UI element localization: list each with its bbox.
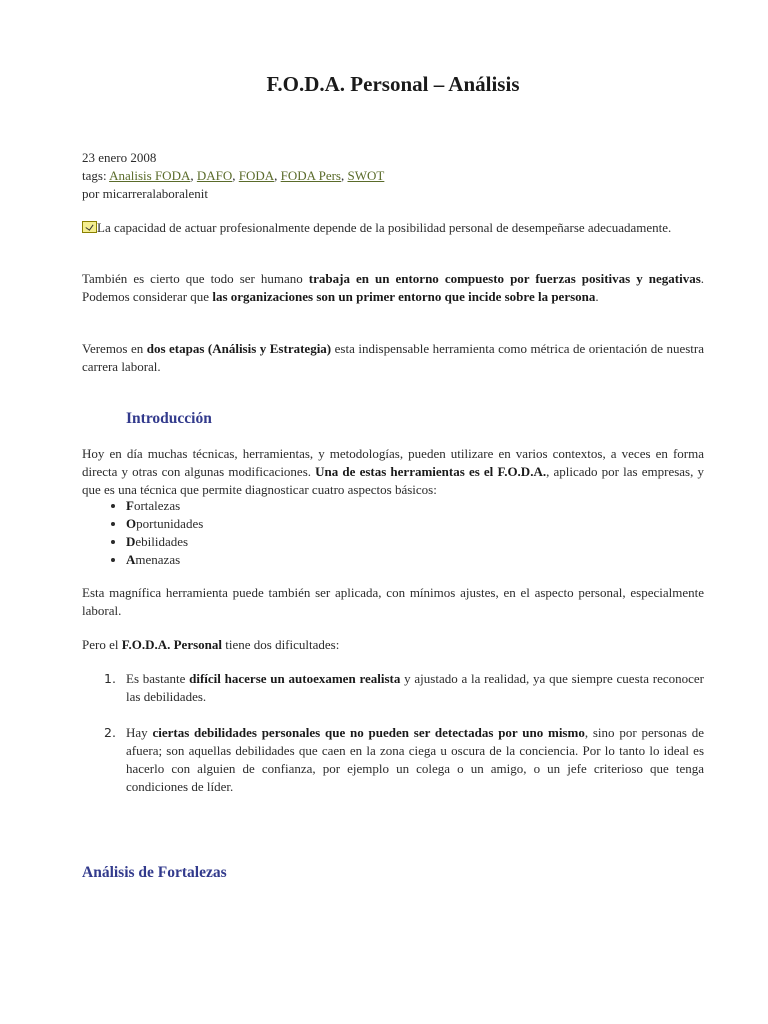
tag-link[interactable]: DAFO: [196, 168, 233, 183]
text-run: menazas: [135, 552, 181, 567]
paragraph-environment: [82, 270, 704, 306]
list-item: [82, 670, 704, 706]
paragraph-stages: [82, 340, 704, 376]
tag-link[interactable]: FODA Pers: [280, 168, 341, 183]
bold-run: difícil hacerse un autoexamen realista: [189, 671, 401, 686]
note-icon: [82, 221, 97, 233]
tags-label: tags:: [82, 168, 110, 183]
paragraph-text: La capacidad de actuar profesionalmente depende de la posibilidad personal de desempeñarse adecuadamente.: [97, 220, 672, 235]
paragraph-difficulties: [82, 636, 704, 654]
bold-run: Una de estas herramientas es el F.O.D.A.: [315, 464, 547, 479]
text-run: Hay: [126, 725, 153, 740]
bold-run: las organizaciones son un primer entorno que incide sobre la persona: [212, 289, 596, 304]
bold-run: trabaja en un entorno compuesto por fuerzas positivas y negativas: [308, 271, 701, 286]
bold-run: ciertas debilidades personales que no pueden ser detectadas por uno mismo: [152, 725, 585, 740]
post-meta: [82, 149, 704, 203]
text-run: Veremos en: [82, 341, 147, 356]
list-number: 2.: [104, 725, 116, 740]
text-run: ortalezas: [133, 498, 181, 513]
text-run: Hoy en día muchas técnicas, herramientas, y metodologías, pueden utilizare en varios contextos, a veces en forma directa y otras con algunas modificaciones.: [82, 446, 704, 479]
text-run: . Podemos considerar que: [82, 271, 704, 304]
text-run: .: [595, 289, 599, 304]
text-run: y ajustado a la realidad, ya que siempre cuesta reconocer las debilidades.: [126, 671, 705, 704]
post-author: por micarreralaboralenit: [82, 186, 208, 201]
text-run: , aplicado por las empresas, y que es una técnica que permite diagnosticar cuatro aspectos básicos:: [82, 464, 704, 497]
list-item: [82, 724, 704, 796]
text-run: ebilidades: [135, 534, 189, 549]
paragraph-personal: [82, 584, 704, 620]
text-run: esta indispensable herramienta como métrica de orientación de nuestra carrera laboral.: [82, 341, 704, 374]
text-run: portunidades: [136, 516, 204, 531]
bold-run: F.O.D.A. Personal: [121, 637, 222, 652]
tag-list: tags: Analisis FODA, DAFO, FODA, FODA Pers, SWOT: [82, 168, 385, 183]
tag-link[interactable]: SWOT: [347, 168, 385, 183]
list-item: [126, 551, 706, 569]
list-number: 1.: [104, 671, 116, 686]
tag-link[interactable]: Analisis FODA: [109, 168, 191, 183]
section-heading-introduccion: Introducción: [126, 410, 212, 427]
paragraph-foda-intro: [82, 445, 704, 499]
page-title: F.O.D.A. Personal – Análisis: [266, 72, 520, 96]
text-run: , sino por personas de afuera; son aquellas debilidades que caen en la zona ciega u oscura de la conciencia. Por lo tanto lo ideal es hacerlo con alguien de confianza, por ejemplo un colega o un amigo, o un jefe criterioso que tenga condiciones de líder.: [126, 725, 704, 794]
tag-link[interactable]: FODA: [238, 168, 275, 183]
bold-run: dos etapas (Análisis y Estrategia): [146, 341, 332, 356]
text-run: Es bastante: [126, 671, 190, 686]
paragraph-text: Esta magnífica herramienta puede también ser aplicada, con mínimos ajustes, en el aspecto personal, especialmente laboral.: [82, 585, 704, 618]
initial-letter: O: [126, 516, 137, 531]
post-date: 23 enero 2008: [82, 150, 157, 165]
section-heading-fortalezas: Análisis de Fortalezas: [82, 864, 227, 881]
difficulties-list: [82, 670, 704, 796]
initial-letter: A: [126, 552, 136, 567]
swot-list: [82, 497, 706, 569]
list-item: [126, 533, 706, 551]
text-run: También es cierto que todo ser humano: [82, 271, 309, 286]
list-item: [126, 497, 706, 515]
text-run: tiene dos dificultades:: [222, 637, 340, 652]
initial-letter: D: [126, 534, 136, 549]
text-run: Pero el: [82, 637, 122, 652]
paragraph-intro: [82, 219, 704, 237]
initial-letter: F: [126, 498, 134, 513]
list-item: [126, 515, 706, 533]
